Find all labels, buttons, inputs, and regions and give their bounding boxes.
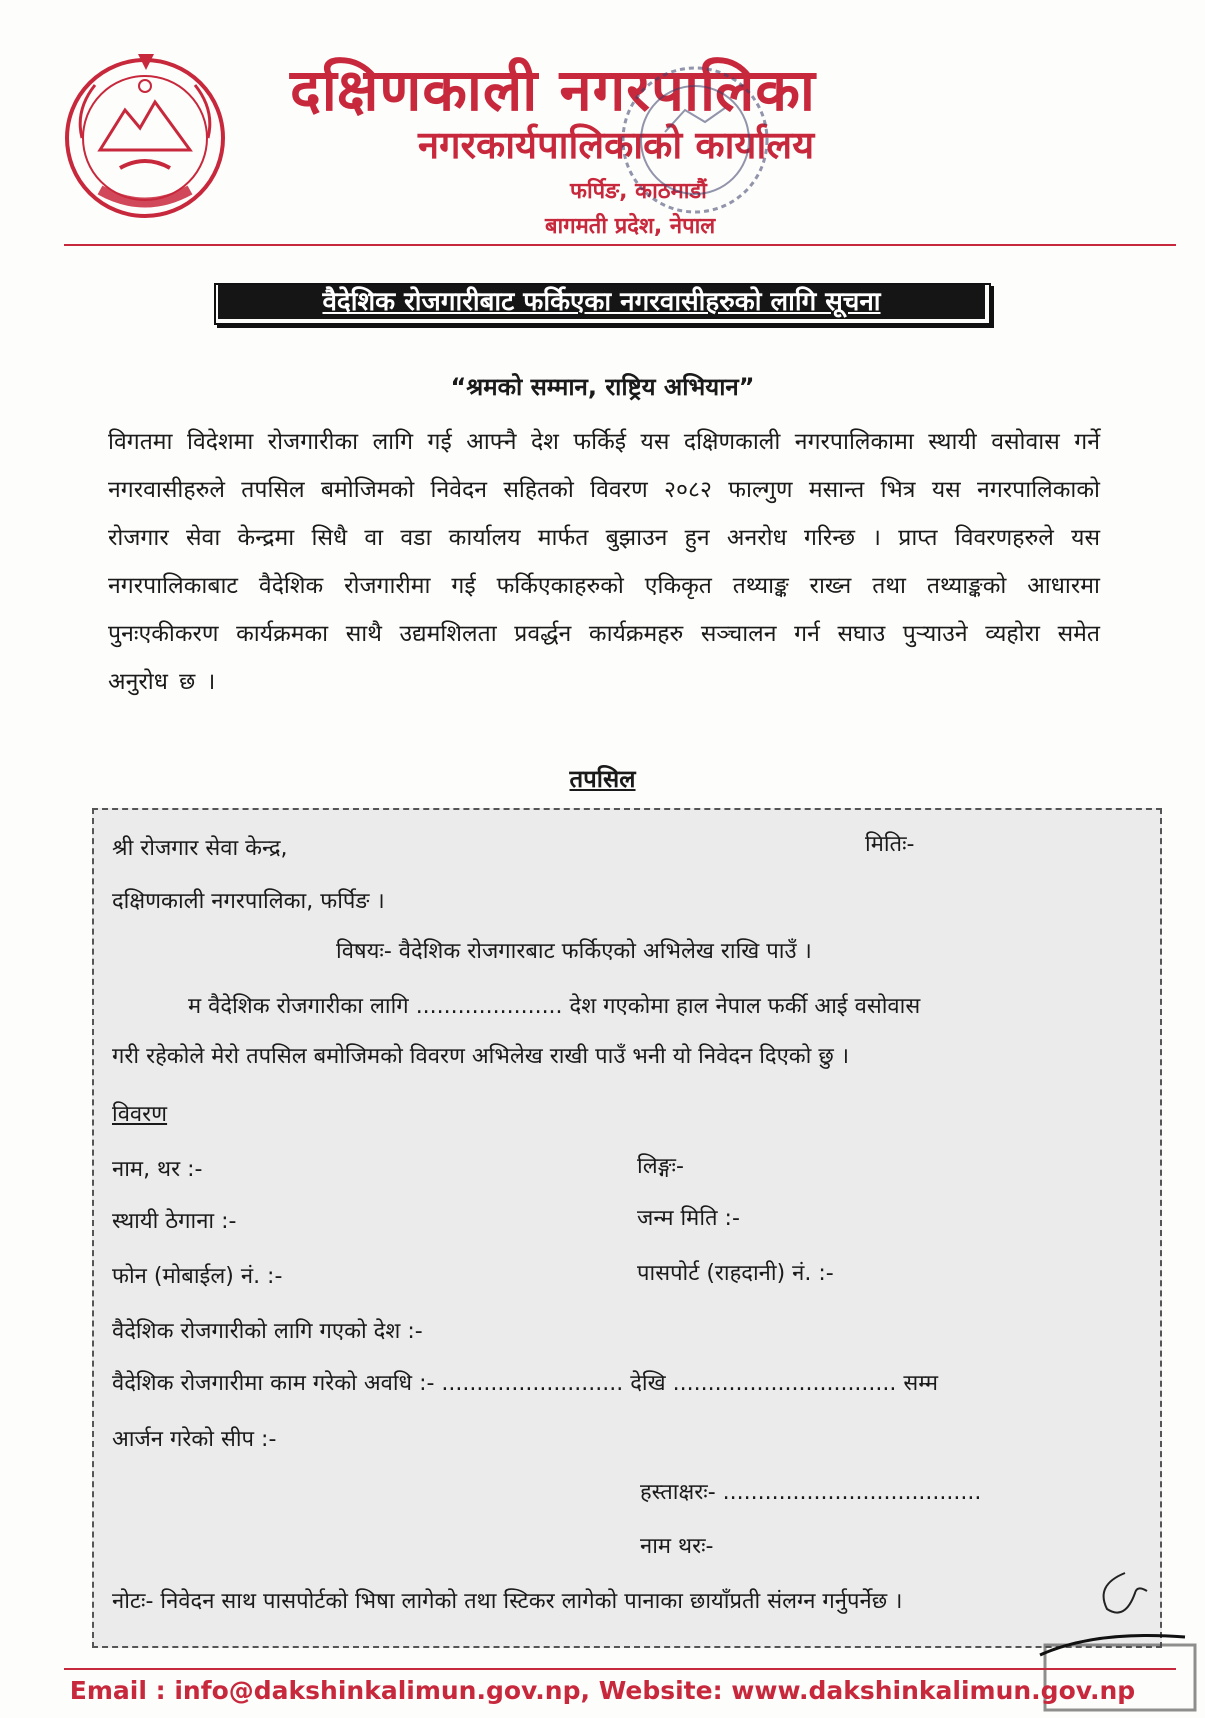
skill-label: आर्जन गरेको सीप :-	[112, 1427, 277, 1452]
municipality-emblem	[60, 50, 230, 220]
date-label: मितिः-	[865, 832, 915, 857]
office-location: फर्पिङ, काठमाडौं	[570, 179, 707, 204]
gender-label: लिङ्गः-	[637, 1154, 684, 1179]
slogan: “श्रमको सम्मान, राष्ट्रिय अभियान”	[450, 373, 755, 401]
office-seal	[615, 60, 775, 220]
form-note: नोटः- निवेदन साथ पासपोर्टको भिषा लागेको तथा स्टिकर लागेको पानाका छायाँप्रती संलग्न गर्नुपर्नेछ ।	[112, 1589, 903, 1614]
address-label: स्थायी ठेगाना :-	[112, 1209, 237, 1234]
handwritten-initials	[1085, 1565, 1155, 1625]
phone-label: फोन (मोबाईल) नं. :-	[112, 1264, 283, 1289]
form-body-line-1: म वैदेशिक रोजगारीका लागि ..................... देश गएकोमा हाल नेपाल फर्की आई वसोवास	[188, 994, 921, 1019]
municipality-name: दक्षिणकाली नगरपालिका	[290, 56, 816, 124]
office-name: नगरकार्यपालिकाको कार्यालय	[418, 123, 815, 167]
notice-title: वैदेशिक रोजगारीबाट फर्किएका नगरवासीहरुको लागि सूचना	[218, 285, 985, 319]
addressee-line-2: दक्षिणकाली नगरपालिका, फर्पिङ ।	[112, 889, 385, 914]
details-heading: विवरण	[112, 1102, 168, 1127]
subject-line: विषयः- वैदेशिक रोजगारबाट फर्किएको अभिलेख राखि पाउँ ।	[336, 939, 812, 964]
contact-line: Email : info@dakshinkalimun.gov.np, Website: www.dakshinkalimun.gov.np	[69, 1676, 1136, 1705]
form-body-line-2: गरी रहेकोले मेरो तपसिल बमोजिमको विवरण अभिलेख राखी पाउँ भनी यो निवेदन दिएको छु ।	[112, 1044, 850, 1069]
passport-label: पासपोर्ट (राहदानी) नं. :-	[637, 1261, 834, 1286]
dob-label: जन्म मिति :-	[637, 1206, 740, 1231]
signature-label: हस्ताक्षरः- .....................................	[640, 1480, 982, 1505]
province-line: बागमती प्रदेश, नेपाल	[545, 214, 716, 239]
schedule-heading: तपसिल	[569, 765, 636, 793]
signer-name-label: नाम थरः-	[640, 1534, 714, 1559]
notice-body: विगतमा विदेशमा रोजगारीका लागि गई आफ्नै देश फर्किई यस दक्षिणकाली नगरपालिकामा स्थायी वसोवास गर्ने नगरवासीहरुले तपसिल बमोजिमको निवेदन सहितको विवरण २०८२ फाल्गुण मसान्त भित्र यस नगरपालिकाको रोजगार सेवा केन्द्रमा सिधै वा वडा कार्यालय मार्फत बुझाउन हुन अनरोध गरिन्छ । प्राप्त विवरणहरुले यस नगरपालिकाबाट वैदेशिक रोजगारीमा गई फर्किएकाहरुको एकिकृत तथ्याङ्क राख्न तथा तथ्याङ्कको आधारमा पुनःएकीकरण कार्यक्रमका साथै उद्यमशिलता प्रवर्द्धन कार्यक्रमहरु सञ्चालन गर्न सघाउ पुऱ्याउने व्यहोरा समेत अनुरोध छ ।	[108, 429, 1100, 695]
addressee-line-1: श्री रोजगार सेवा केन्द्र,	[112, 836, 288, 861]
name-label: नाम, थर :-	[112, 1157, 203, 1182]
application-form	[92, 808, 1162, 1648]
country-label: वैदेशिक रोजगारीको लागि गएको देश :-	[112, 1319, 423, 1344]
header-divider	[64, 244, 1176, 246]
footer-divider	[64, 1668, 1176, 1670]
duration-label: वैदेशिक रोजगारीमा काम गरेको अवधि :- .......................... देखि ................................ सम्म	[112, 1371, 938, 1396]
